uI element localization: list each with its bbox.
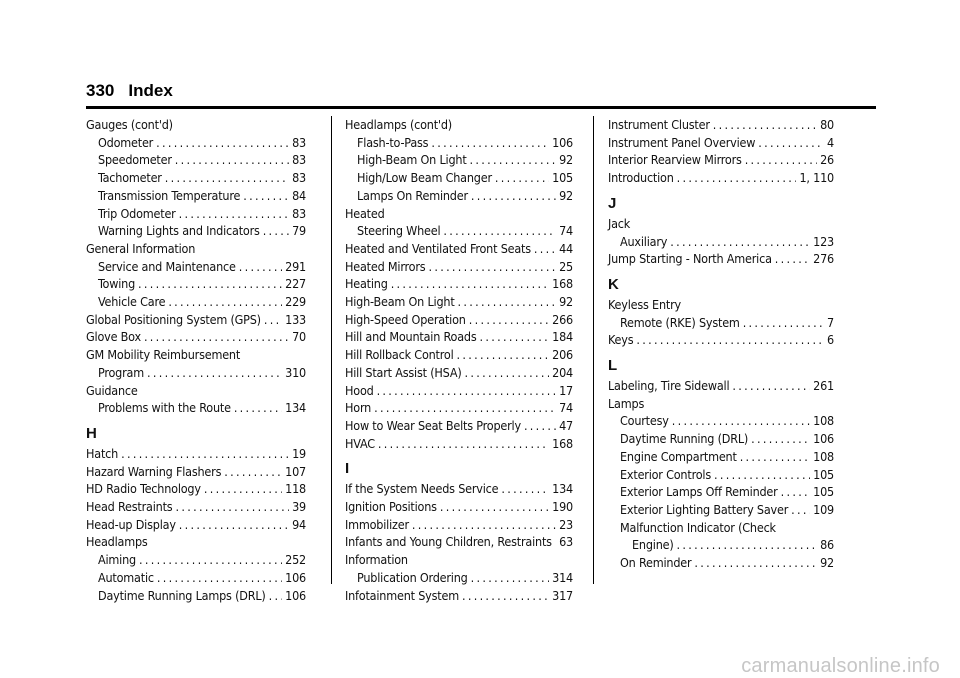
dot-leader <box>501 480 549 498</box>
index-heading: General Information <box>86 240 196 256</box>
entry-page-number: 206 <box>552 347 573 363</box>
entry-label: High-Speed Operation <box>345 311 466 327</box>
index-heading: Keyless Entry <box>608 296 681 312</box>
index-heading: Gauges (cont'd) <box>86 117 173 132</box>
dot-leader <box>677 169 797 187</box>
dot-leader <box>495 169 549 187</box>
entry-page-number: 106 <box>813 431 834 447</box>
entry-label: HVAC <box>345 435 375 451</box>
dot-leader <box>677 536 818 554</box>
dot-leader <box>156 134 289 152</box>
index-entry[interactable] <box>608 448 834 466</box>
entry-page-number: 133 <box>285 311 306 327</box>
dot-leader <box>263 222 289 240</box>
page-header <box>86 81 173 101</box>
entry-label: Jump Starting - North America <box>608 251 772 267</box>
entry-page-number: 83 <box>292 170 306 186</box>
index-entry[interactable] <box>608 430 834 448</box>
entry-page-number: 134 <box>552 481 573 497</box>
dot-leader <box>243 187 289 205</box>
index-entry[interactable] <box>86 569 306 587</box>
dot-leader <box>751 430 810 448</box>
entry-label: Hill Start Assist (HSA) <box>345 364 462 380</box>
section-letter: K <box>608 275 619 293</box>
entry-label: Publication Ordering <box>357 569 468 585</box>
entry-page-number: 74 <box>559 223 573 239</box>
section-letter: L <box>608 357 618 375</box>
entry-label: Ignition Positions <box>345 499 437 515</box>
index-entry[interactable] <box>345 169 573 187</box>
entry-label: Engine Compartment <box>620 448 737 464</box>
index-entry[interactable] <box>345 498 573 516</box>
index-entry[interactable] <box>345 382 573 400</box>
entry-page-number: 105 <box>813 466 834 482</box>
index-entry[interactable] <box>345 240 573 258</box>
entry-page-number: 168 <box>552 276 573 292</box>
index-entry[interactable] <box>345 134 573 152</box>
index-entry[interactable] <box>86 551 306 569</box>
index-heading: GM Mobility Reimbursement <box>86 347 241 363</box>
entry-page-number: 4 <box>827 134 834 150</box>
entry-label: Courtesy <box>620 413 669 429</box>
entry-label: Steering Wheel <box>357 223 441 239</box>
dot-leader <box>740 448 810 466</box>
entry-label: Tachometer <box>98 170 162 186</box>
dot-leader <box>458 293 557 311</box>
entry-label: Horn <box>345 400 372 416</box>
dot-leader <box>524 417 556 435</box>
index-entry[interactable] <box>86 364 306 382</box>
entry-label: Instrument Cluster <box>608 117 710 132</box>
dot-leader <box>713 116 817 134</box>
entry-label: Keys <box>608 332 634 348</box>
entry-page-number: 310 <box>285 364 306 380</box>
dot-leader <box>471 187 556 205</box>
index-entry[interactable] <box>608 501 834 519</box>
entry-page-number: 70 <box>292 329 306 345</box>
entry-page-number: 105 <box>813 484 834 500</box>
index-entry[interactable] <box>86 498 306 516</box>
entry-label: Exterior Controls <box>620 466 711 482</box>
entry-label: Automatic <box>98 569 154 585</box>
dot-leader <box>732 377 810 395</box>
entry-label: Hill and Mountain Roads <box>345 329 477 345</box>
dot-leader <box>636 331 824 349</box>
entry-label: Hill Rollback Control <box>345 347 454 363</box>
index-entry[interactable] <box>86 328 306 346</box>
entry-page-number: 106 <box>285 587 306 603</box>
section-letter: I <box>345 460 350 478</box>
index-entry[interactable] <box>86 311 306 329</box>
index-entry[interactable] <box>608 250 834 268</box>
index-heading: Headlamps (cont'd) <box>345 117 452 132</box>
index-entry[interactable] <box>345 346 573 364</box>
dot-leader <box>471 569 550 587</box>
index-heading: Information <box>345 552 408 568</box>
entry-page-number: 108 <box>813 413 834 429</box>
index-entry[interactable] <box>608 151 834 169</box>
entry-label: Hazard Warning Flashers <box>86 463 222 479</box>
index-entry[interactable] <box>345 275 573 293</box>
entry-page-number: 106 <box>285 569 306 585</box>
dot-leader <box>378 435 549 453</box>
entry-page-number: 19 <box>292 445 306 461</box>
dot-leader <box>377 382 557 400</box>
entry-label: Engine) <box>632 537 674 553</box>
index-entry[interactable] <box>86 587 306 605</box>
entry-page-number: 252 <box>285 552 306 568</box>
index-entry[interactable] <box>608 331 834 349</box>
entry-page-number: 92 <box>559 187 573 203</box>
section-letter: J <box>608 194 617 212</box>
entry-page-number: 168 <box>552 435 573 451</box>
dot-leader <box>269 587 283 605</box>
entry-page-number: 106 <box>552 134 573 150</box>
index-entry[interactable] <box>86 222 306 240</box>
entry-label: Head Restraints <box>86 499 173 515</box>
dot-leader <box>428 258 556 276</box>
section-letter: H <box>86 424 97 442</box>
index-column-1 <box>86 116 306 604</box>
column-divider <box>593 116 594 584</box>
dot-leader <box>431 134 549 152</box>
entry-page-number: 84 <box>292 187 306 203</box>
entry-label: Problems with the Route <box>98 400 231 416</box>
entry-page-number: 276 <box>813 251 834 267</box>
index-entry[interactable] <box>86 293 306 311</box>
entry-page-number: 190 <box>552 499 573 515</box>
entry-label: How to Wear Seat Belts Properly <box>345 417 521 433</box>
dot-leader <box>670 233 810 251</box>
dot-leader <box>412 516 556 534</box>
index-heading: Heated <box>345 205 385 221</box>
index-entry[interactable] <box>608 466 834 484</box>
entry-page-number: 83 <box>292 205 306 221</box>
entry-label: High-Beam On Light <box>345 294 455 310</box>
index-entry[interactable] <box>608 554 834 572</box>
index-entry[interactable] <box>608 116 834 134</box>
entry-page-number: 227 <box>285 276 306 292</box>
entry-label: Glove Box <box>86 329 141 345</box>
entry-page-number: 123 <box>813 233 834 249</box>
index-entry[interactable] <box>345 187 573 205</box>
entry-page-number: 47 <box>559 417 573 433</box>
entry-page-number: 44 <box>559 240 573 256</box>
entry-page-number: 314 <box>552 569 573 585</box>
index-heading: Lamps <box>608 395 645 411</box>
entry-page-number: 266 <box>552 311 573 327</box>
dot-leader <box>743 314 824 332</box>
index-entry[interactable] <box>608 536 834 554</box>
entry-label: Lamps On Reminder <box>357 187 468 203</box>
watermark-text: carmanualsonline.info <box>741 655 940 677</box>
entry-label: Hood <box>345 382 374 398</box>
dot-leader <box>204 480 282 498</box>
entry-label: Daytime Running (DRL) <box>620 431 749 447</box>
index-entry[interactable] <box>345 417 573 435</box>
index-column-2 <box>345 116 573 604</box>
entry-page-number: 86 <box>820 537 834 553</box>
dot-leader <box>138 275 282 293</box>
index-heading: Malfunction Indicator (Check <box>620 519 776 535</box>
entry-label: Flash-to-Pass <box>357 134 429 150</box>
entry-label: High-Beam On Light <box>357 152 467 168</box>
dot-leader <box>791 501 810 519</box>
entry-page-number: 80 <box>820 117 834 132</box>
entry-label: Daytime Running Lamps (DRL) <box>98 587 266 603</box>
entry-label: If the System Needs Service <box>345 481 499 497</box>
index-entry[interactable] <box>86 399 306 417</box>
entry-label: Heated and Ventilated Front Seats <box>345 240 531 256</box>
entry-label: Hatch <box>86 445 119 461</box>
index-entry[interactable] <box>608 412 834 430</box>
entry-page-number: 6 <box>827 332 834 348</box>
index-entry[interactable] <box>345 399 573 417</box>
index-entry[interactable] <box>345 258 573 276</box>
entry-label: Service and Maintenance <box>98 258 236 274</box>
page-number: 330 <box>86 81 115 100</box>
entry-page-number: 63 <box>559 534 573 550</box>
dot-leader <box>465 364 550 382</box>
entry-label: Head-up Display <box>86 516 176 532</box>
dot-leader <box>781 483 811 501</box>
index-entry[interactable] <box>608 377 834 395</box>
entry-page-number: 107 <box>285 463 306 479</box>
dot-leader <box>264 311 282 329</box>
entry-page-number: 83 <box>292 134 306 150</box>
dot-leader <box>239 258 282 276</box>
entry-page-number: 184 <box>552 329 573 345</box>
dot-leader <box>457 346 550 364</box>
entry-page-number: 134 <box>285 400 306 416</box>
entry-label: Introduction <box>608 170 674 186</box>
entry-label: Trip Odometer <box>98 205 176 221</box>
dot-leader <box>175 498 289 516</box>
dot-leader <box>672 412 810 430</box>
entry-page-number: 39 <box>292 499 306 515</box>
dot-leader <box>758 134 824 152</box>
index-entry[interactable] <box>608 483 834 501</box>
dot-leader <box>157 569 282 587</box>
entry-page-number: 83 <box>292 152 306 168</box>
index-entry[interactable] <box>345 328 573 346</box>
index-entry[interactable] <box>608 134 834 152</box>
index-entry[interactable] <box>86 463 306 481</box>
entry-label: Speedometer <box>98 152 172 168</box>
index-entry[interactable] <box>86 205 306 223</box>
entry-page-number: 7 <box>827 314 834 330</box>
entry-page-number: 26 <box>820 152 834 168</box>
dot-leader <box>121 445 289 463</box>
dot-leader <box>168 293 282 311</box>
entry-page-number: 291 <box>285 258 306 274</box>
entry-label: High/Low Beam Changer <box>357 170 492 186</box>
dot-leader <box>144 328 289 346</box>
index-entry[interactable] <box>345 435 573 453</box>
dot-leader <box>555 533 556 551</box>
dot-leader <box>175 151 289 169</box>
entry-label: Vehicle Care <box>98 294 166 310</box>
entry-label: Immobilizer <box>345 516 409 532</box>
dot-leader <box>374 399 556 417</box>
index-entry[interactable] <box>345 480 573 498</box>
dot-leader <box>462 587 549 605</box>
index-entry[interactable] <box>345 222 573 240</box>
index-entry[interactable] <box>86 445 306 463</box>
entry-label: HD Radio Technology <box>86 481 201 497</box>
entry-label: Heating <box>345 276 388 292</box>
entry-label: On Reminder <box>620 555 692 571</box>
entry-page-number: 74 <box>559 400 573 416</box>
dot-leader <box>469 311 549 329</box>
dot-leader <box>234 399 282 417</box>
entry-label: Infants and Young Children, Restraints <box>345 534 552 550</box>
dot-leader <box>179 205 289 223</box>
index-entry[interactable] <box>345 516 573 534</box>
index-heading: Jack <box>608 215 631 231</box>
index-entry[interactable] <box>345 364 573 382</box>
index-entry[interactable] <box>345 151 573 169</box>
page-title: Index <box>128 81 173 100</box>
dot-leader <box>443 222 556 240</box>
entry-label: Auxiliary <box>620 233 668 249</box>
entry-label: Program <box>98 364 144 380</box>
entry-label: Remote (RKE) System <box>620 314 740 330</box>
index-entry[interactable] <box>86 480 306 498</box>
dot-leader <box>179 516 289 534</box>
index-heading: Headlamps <box>86 534 148 550</box>
index-entry[interactable] <box>86 516 306 534</box>
entry-page-number: 92 <box>820 555 834 571</box>
column-divider <box>331 116 332 584</box>
entry-label: Labeling, Tire Sidewall <box>608 378 730 394</box>
entry-page-number: 17 <box>559 382 573 398</box>
index-entry[interactable] <box>345 569 573 587</box>
dot-leader <box>470 151 557 169</box>
entry-label: Exterior Lamps Off Reminder <box>620 484 778 500</box>
entry-label: Aiming <box>98 552 136 568</box>
index-entry[interactable] <box>608 314 834 332</box>
dot-leader <box>165 169 289 187</box>
entry-page-number: 94 <box>292 516 306 532</box>
index-entry[interactable] <box>345 587 573 605</box>
index-column-3 <box>608 116 834 572</box>
entry-page-number: 108 <box>813 448 834 464</box>
index-entry[interactable] <box>345 533 573 551</box>
dot-leader <box>480 328 550 346</box>
entry-page-number: 79 <box>292 223 306 239</box>
index-entry[interactable] <box>608 169 834 187</box>
dot-leader <box>147 364 282 382</box>
entry-label: Interior Rearview Mirrors <box>608 152 742 168</box>
dot-leader <box>745 151 817 169</box>
dot-leader <box>714 466 810 484</box>
dot-leader <box>775 250 810 268</box>
index-entry[interactable] <box>345 293 573 311</box>
index-heading: Guidance <box>86 382 138 398</box>
index-entry[interactable] <box>86 134 306 152</box>
dot-leader <box>694 554 817 572</box>
index-entry[interactable] <box>86 169 306 187</box>
dot-leader <box>534 240 556 258</box>
entry-page-number: 317 <box>552 587 573 603</box>
entry-label: Towing <box>98 276 136 292</box>
entry-page-number: 23 <box>559 516 573 532</box>
dot-leader <box>139 551 282 569</box>
index-entry[interactable] <box>345 311 573 329</box>
dot-leader <box>440 498 549 516</box>
entry-label: Warning Lights and Indicators <box>98 223 260 239</box>
entry-page-number: 1, 110 <box>799 170 834 186</box>
entry-page-number: 92 <box>559 294 573 310</box>
entry-label: Instrument Panel Overview <box>608 134 756 150</box>
entry-label: Odometer <box>98 134 154 150</box>
index-entry[interactable] <box>86 275 306 293</box>
index-entry[interactable] <box>86 151 306 169</box>
entry-label: Global Positioning System (GPS) <box>86 311 261 327</box>
index-entry[interactable] <box>86 187 306 205</box>
entry-page-number: 92 <box>559 152 573 168</box>
index-entry[interactable] <box>86 258 306 276</box>
dot-leader <box>391 275 549 293</box>
entry-label: Transmission Temperature <box>98 187 241 203</box>
entry-page-number: 105 <box>552 170 573 186</box>
entry-page-number: 204 <box>552 364 573 380</box>
entry-page-number: 229 <box>285 294 306 310</box>
entry-label: Heated Mirrors <box>345 258 426 274</box>
entry-page-number: 118 <box>285 481 306 497</box>
entry-page-number: 109 <box>813 501 834 517</box>
entry-page-number: 261 <box>813 378 834 394</box>
dot-leader <box>224 463 282 481</box>
header-rule <box>86 106 876 109</box>
entry-label: Infotainment System <box>345 587 459 603</box>
index-entry[interactable] <box>608 233 834 251</box>
entry-page-number: 25 <box>559 258 573 274</box>
entry-label: Exterior Lighting Battery Saver <box>620 501 789 517</box>
